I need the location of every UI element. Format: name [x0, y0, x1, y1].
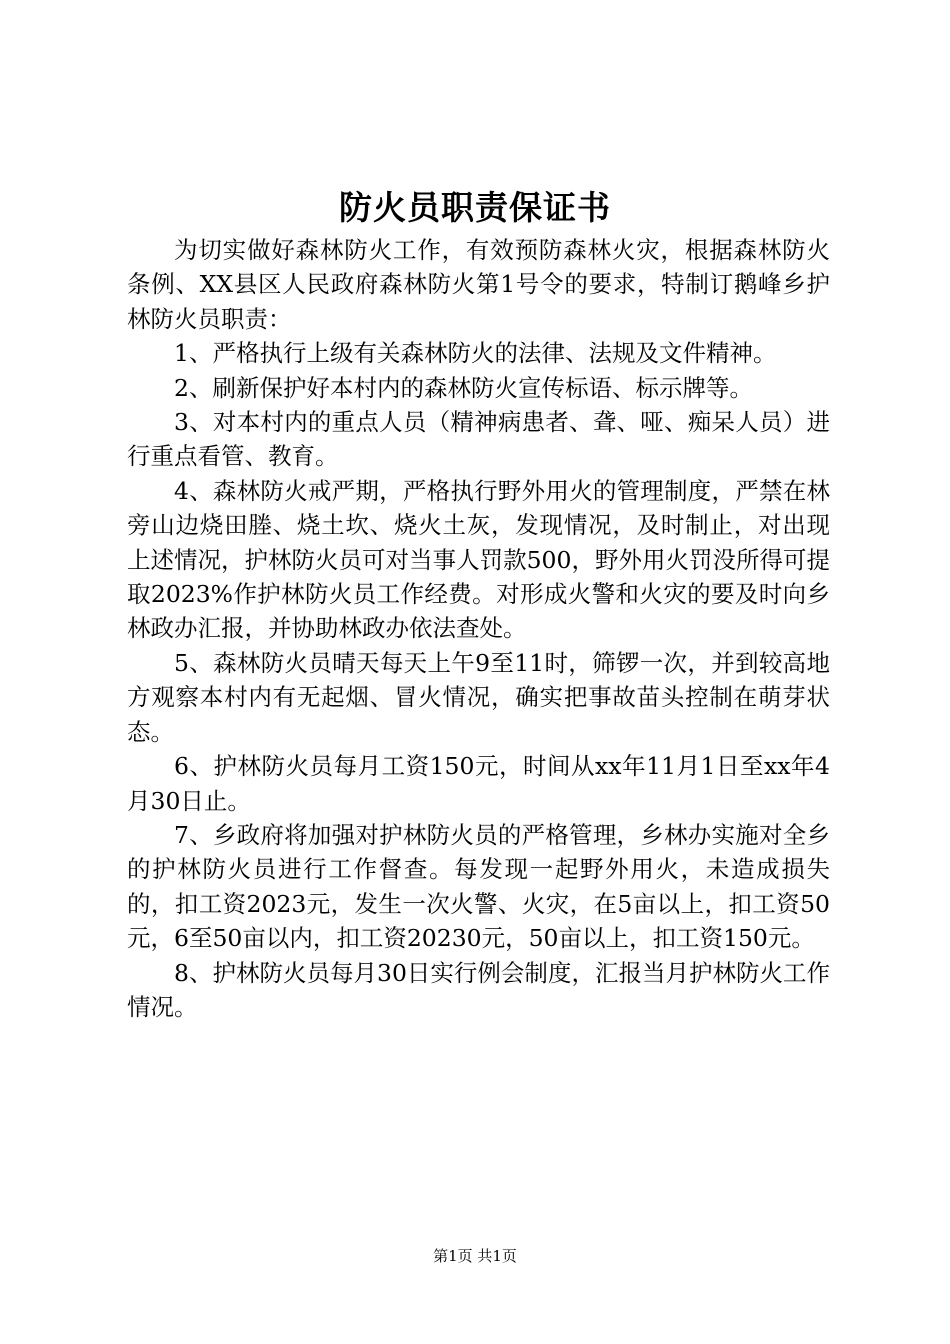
document-title: 防火员职责保证书	[339, 188, 611, 227]
duty-item-6: 6、护林防火员每月工资150元，时间从xx年11月1日至xx年4月30日止。	[127, 752, 830, 815]
duty-item-1: 1、严格执行上级有关森林防火的法律、法规及文件精神。	[174, 339, 777, 368]
page-number: 第1页	[433, 1247, 473, 1265]
duty-item-5: 5、森林防火员晴天每天上午9至11时，筛锣一次，并到较高地方观察本村内有无起烟、冒火情况，确实把事故苗头控制在萌芽状态。	[127, 648, 830, 746]
intro-paragraph: 为切实做好森林防火工作，有效预防森林火灾，根据森林防火条例、XX县区人民政府森林防火第1号令的要求，特制订鹅峰乡护林防火员职责：	[127, 236, 830, 333]
page-footer	[0, 1244, 950, 1268]
document-body	[127, 233, 830, 1024]
duty-item-7: 7、乡政府将加强对护林防火员的严格管理，乡林办实施对全乡的护林防火员进行工作督查。每发现一起野外用火，未造成损失的，扣工资2023元，发生一次火警、火灾，在5亩以上，扣工资50元，6至50亩以内，扣工资20230元，50亩以上，扣工资150元。	[127, 820, 830, 953]
duty-item-3: 3、对本村内的重点人员（精神病患者、聋、哑、痴呆人员）进行重点看管、教育。	[127, 408, 830, 471]
duty-item-8: 8、护林防火员每月30日实行例会制度，汇报当月护林防火工作情况。	[127, 958, 830, 1021]
page-total: 共1页	[477, 1247, 517, 1265]
duty-item-2: 2、刷新保护好本村内的森林防火宣传标语、标示牌等。	[174, 373, 753, 402]
duty-item-4: 4、森林防火戒严期，严格执行野外用火的管理制度，严禁在林旁山边烧田塍、烧土坎、烧火土灰，发现情况，及时制止，对出现上述情况，护林防火员可对当事人罚款500，野外用火罚没所得可提取2023%作护林防火员工作经费。对形成火警和火灾的要及时向乡林政办汇报，并协助林政办依法查处。	[127, 476, 830, 643]
